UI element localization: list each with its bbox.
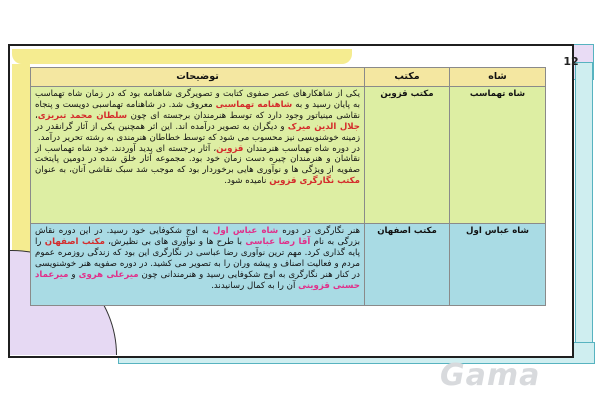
description-paragraph: یکی از شاهکارهای عصر صفوی کتابت و تصویرگری شاهنامه بود که در زمان شاه تهماسب به پایان رسید و به شاهنامه تهماسبی معروف شد. در شاهنامه تهماسبی دویست و پنجاه نقاشی مینیاتور وجود دارد که توسط هنرمندان برجسته ای چون سلطان محمد تبریزی، جلال الدین میرک و دیگران به تصویر درآمده اند. این اثر همچنین یکی از آثار گرانقدر در زمینه خوشنویسی نیز محسوب می شود که توسط خطاطان هنرمندی به رشته تحریر درآمد. — [35, 89, 360, 143]
cell-school: مکتب قزوین — [365, 87, 450, 224]
cell-description — [31, 87, 365, 224]
styles-table — [30, 67, 546, 306]
gama-watermark: Gama — [440, 358, 541, 393]
header-shah: شاه — [450, 68, 546, 87]
table-header-row — [31, 68, 546, 87]
decor-band-right — [575, 62, 593, 364]
header-description: توضیحات — [31, 68, 365, 87]
decor-band-yellow — [12, 49, 352, 64]
cell-shah: شاه عباس اول — [450, 224, 546, 306]
cell-description: هنر نگارگری در دوره شاه عباس اول به اوج شکوفایی خود رسید. در این دوره نقاش بزرگی به نام آقا رضا عباسی با طرح ها و نوآوری های بی نظیرش، مکتب اصفهان را پایه گذاری کرد. مهم ترین نوآوری رضا عباسی در نگارگری این بود که زندگی روزمره عموم مردم و فعالیت اصناف و پیشه وران را به تصویر می کشید. در دوره صفویه هنر خوشنویسی در کنار هنر نگارگری به اوج شکوفایی رسید و هنرمندانی چون میرعلی هروی و میرعماد حسنی قزوینی آن را به کمال رسانیدند. — [31, 224, 365, 306]
header-school: مکتب — [365, 68, 450, 87]
cell-school: مکتب اصفهان — [365, 224, 450, 306]
table-row — [31, 87, 546, 224]
table-row — [31, 224, 546, 306]
cell-shah: شاه تهماسب — [450, 87, 546, 224]
page-number: 12 — [563, 55, 579, 68]
decor-bar-yellow — [12, 64, 30, 254]
description-paragraph: در دوره شاه تهماسب هنرمندان قزوین، آثار برجسته ای پدید آوردند. خود شاه تهماسب از نقاشان و هنرمندان چیره دست زمان خود بود. مجموعه آثار خلق شده در دومین پایتخت صفویه از ویژگی ها و نوآوری هایی برخوردار بود که موجب شد سبک نقاشی آنان، به عنوان مکتب نگارگری قزوین نامیده شود. — [35, 143, 360, 187]
